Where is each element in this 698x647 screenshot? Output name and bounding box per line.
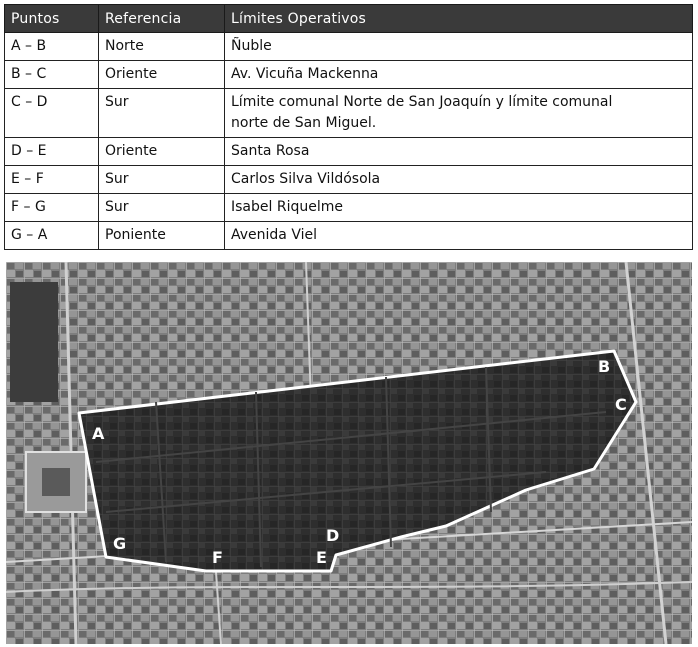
point-label-d: D xyxy=(326,526,340,545)
table-row xyxy=(5,194,693,222)
table-row xyxy=(5,138,693,166)
cell-puntos: F – G xyxy=(5,194,99,222)
limits-table-container xyxy=(4,4,692,250)
cell-referencia: Poniente xyxy=(99,222,225,250)
cell-referencia: Norte xyxy=(99,33,225,61)
table-row xyxy=(5,166,693,194)
cell-referencia: Sur xyxy=(99,166,225,194)
cell-referencia: Sur xyxy=(99,89,225,138)
cell-limites: Santa Rosa xyxy=(225,138,693,166)
aerial-map xyxy=(6,262,692,644)
cell-puntos: D – E xyxy=(5,138,99,166)
cell-limites-line2: norte de San Miguel. xyxy=(231,115,377,131)
header-referencia: Referencia xyxy=(99,5,225,33)
limits-table xyxy=(4,4,693,250)
table-row xyxy=(5,89,693,138)
cell-puntos: E – F xyxy=(5,166,99,194)
map-park xyxy=(10,282,58,402)
map-park xyxy=(42,468,70,496)
cell-limites: Carlos Silva Vildósola xyxy=(225,166,693,194)
cell-limites: Ñuble xyxy=(225,33,693,61)
cell-limites: Av. Vicuña Mackenna xyxy=(225,61,693,89)
point-label-g: G xyxy=(113,534,127,553)
cell-puntos: A – B xyxy=(5,33,99,61)
cell-limites xyxy=(225,89,693,138)
cell-referencia: Sur xyxy=(99,194,225,222)
cell-limites-line1: Límite comunal Norte de San Joaquín y límite comunal xyxy=(231,94,613,110)
table-header-row xyxy=(5,5,693,33)
cell-referencia: Oriente xyxy=(99,61,225,89)
point-label-e: E xyxy=(316,548,327,567)
aerial-map-svg xyxy=(6,262,692,644)
cell-limites: Isabel Riquelme xyxy=(225,194,693,222)
table-row xyxy=(5,61,693,89)
point-label-a: A xyxy=(92,424,105,443)
table-row xyxy=(5,33,693,61)
cell-puntos: G – A xyxy=(5,222,99,250)
point-label-b: B xyxy=(598,357,611,376)
cell-limites: Avenida Viel xyxy=(225,222,693,250)
cell-puntos: C – D xyxy=(5,89,99,138)
cell-puntos: B – C xyxy=(5,61,99,89)
cell-referencia: Oriente xyxy=(99,138,225,166)
point-label-c: C xyxy=(615,395,627,414)
header-puntos: Puntos xyxy=(5,5,99,33)
point-label-f: F xyxy=(212,548,223,567)
header-limites: Límites Operativos xyxy=(225,5,693,33)
table-row xyxy=(5,222,693,250)
